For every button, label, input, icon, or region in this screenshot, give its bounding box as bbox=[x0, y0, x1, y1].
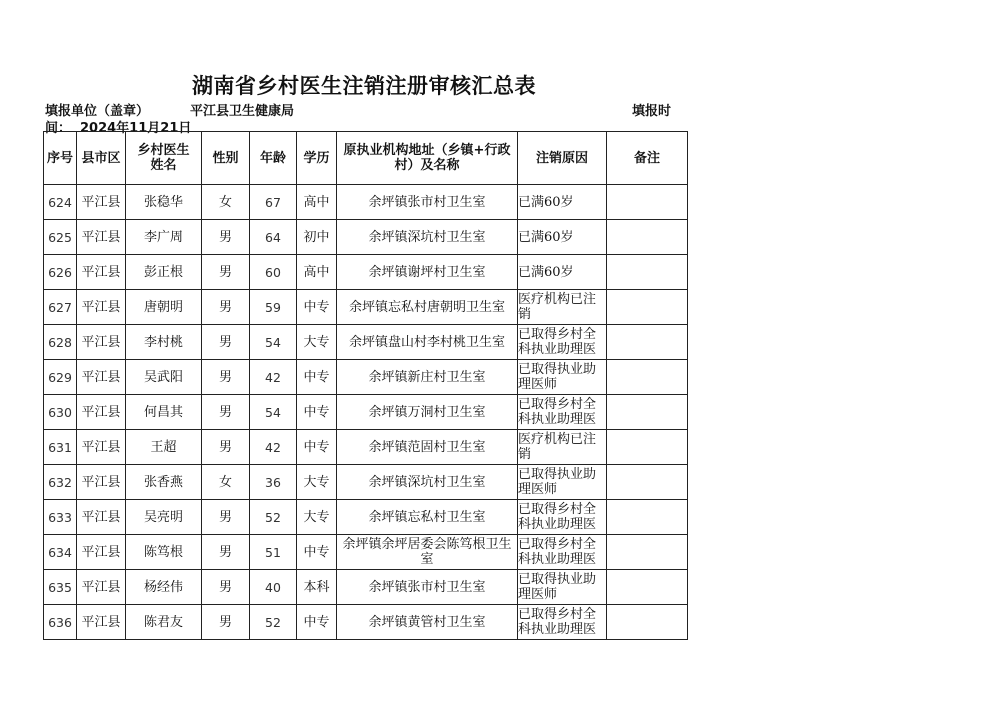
cell-education: 中专 bbox=[297, 430, 337, 465]
cell-county: 平江县 bbox=[77, 290, 126, 325]
cell-remark bbox=[607, 535, 688, 570]
cell-gender: 男 bbox=[202, 220, 250, 255]
cell-county: 平江县 bbox=[77, 570, 126, 605]
cell-name: 唐朝明 bbox=[126, 290, 202, 325]
cell-age: 42 bbox=[250, 360, 297, 395]
cell-reason: 已取得乡村全科执业助理医 bbox=[518, 395, 607, 430]
cell-reason: 医疗机构已注销 bbox=[518, 290, 607, 325]
cell-name: 彭正根 bbox=[126, 255, 202, 290]
cell-address: 余坪镇余坪居委会陈笃根卫生室 bbox=[337, 535, 518, 570]
cell-name: 杨经伟 bbox=[126, 570, 202, 605]
cell-reason: 已取得执业助理医师 bbox=[518, 465, 607, 500]
header-name: 乡村医生姓名 bbox=[126, 132, 202, 185]
cell-name: 何昌其 bbox=[126, 395, 202, 430]
cell-county: 平江县 bbox=[77, 605, 126, 640]
table-row bbox=[44, 570, 688, 605]
header-address: 原执业机构地址（乡镇+行政村）及名称 bbox=[337, 132, 518, 185]
date-label-part1: 填报时 bbox=[632, 104, 672, 119]
table-row bbox=[44, 220, 688, 255]
cell-county: 平江县 bbox=[77, 185, 126, 220]
cell-reason: 已满60岁 bbox=[518, 185, 607, 220]
cell-gender: 男 bbox=[202, 290, 250, 325]
header-gender: 性别 bbox=[202, 132, 250, 185]
cell-education: 中专 bbox=[297, 605, 337, 640]
cell-county: 平江县 bbox=[77, 465, 126, 500]
cell-address: 余坪镇深坑村卫生室 bbox=[337, 465, 518, 500]
table-row bbox=[44, 465, 688, 500]
table-row bbox=[44, 290, 688, 325]
cell-address: 余坪镇黄管村卫生室 bbox=[337, 605, 518, 640]
cell-name: 陈君友 bbox=[126, 605, 202, 640]
cell-county: 平江县 bbox=[77, 430, 126, 465]
cell-county: 平江县 bbox=[77, 325, 126, 360]
cell-gender: 男 bbox=[202, 570, 250, 605]
cell-education: 初中 bbox=[297, 220, 337, 255]
cell-education: 中专 bbox=[297, 395, 337, 430]
cell-gender: 男 bbox=[202, 255, 250, 290]
cell-county: 平江县 bbox=[77, 220, 126, 255]
table-body bbox=[44, 185, 688, 640]
cell-name: 王超 bbox=[126, 430, 202, 465]
cell-address: 余坪镇范固村卫生室 bbox=[337, 430, 518, 465]
cell-name: 吴亮明 bbox=[126, 500, 202, 535]
unit-label: 填报单位（盖章） bbox=[45, 104, 150, 119]
cell-remark bbox=[607, 465, 688, 500]
cell-seq: 629 bbox=[44, 360, 77, 395]
cell-remark bbox=[607, 325, 688, 360]
cell-seq: 633 bbox=[44, 500, 77, 535]
deregistration-table bbox=[43, 131, 688, 640]
cell-address: 余坪镇忘私村卫生室 bbox=[337, 500, 518, 535]
header-reason: 注销原因 bbox=[518, 132, 607, 185]
cell-remark bbox=[607, 605, 688, 640]
table-row bbox=[44, 255, 688, 290]
date-label-part2: 间： bbox=[45, 121, 72, 136]
cell-education: 大专 bbox=[297, 500, 337, 535]
cell-age: 40 bbox=[250, 570, 297, 605]
header-row bbox=[44, 132, 688, 185]
cell-seq: 636 bbox=[44, 605, 77, 640]
cell-county: 平江县 bbox=[77, 395, 126, 430]
cell-age: 51 bbox=[250, 535, 297, 570]
cell-county: 平江县 bbox=[77, 255, 126, 290]
header-remark: 备注 bbox=[607, 132, 688, 185]
cell-seq: 627 bbox=[44, 290, 77, 325]
cell-reason: 医疗机构已注销 bbox=[518, 430, 607, 465]
table-row bbox=[44, 535, 688, 570]
cell-age: 59 bbox=[250, 290, 297, 325]
cell-address: 余坪镇万洞村卫生室 bbox=[337, 395, 518, 430]
cell-gender: 男 bbox=[202, 395, 250, 430]
cell-seq: 632 bbox=[44, 465, 77, 500]
header-seq: 序号 bbox=[44, 132, 77, 185]
cell-age: 60 bbox=[250, 255, 297, 290]
cell-seq: 626 bbox=[44, 255, 77, 290]
cell-reason: 已取得执业助理医师 bbox=[518, 570, 607, 605]
cell-education: 大专 bbox=[297, 325, 337, 360]
cell-age: 67 bbox=[250, 185, 297, 220]
cell-reason: 已取得乡村全科执业助理医 bbox=[518, 535, 607, 570]
cell-name: 张稳华 bbox=[126, 185, 202, 220]
header-county: 县市区 bbox=[77, 132, 126, 185]
cell-seq: 630 bbox=[44, 395, 77, 430]
cell-county: 平江县 bbox=[77, 500, 126, 535]
table-row bbox=[44, 395, 688, 430]
cell-seq: 624 bbox=[44, 185, 77, 220]
cell-gender: 男 bbox=[202, 360, 250, 395]
cell-remark bbox=[607, 570, 688, 605]
cell-age: 54 bbox=[250, 325, 297, 360]
cell-county: 平江县 bbox=[77, 535, 126, 570]
cell-address: 余坪镇张市村卫生室 bbox=[337, 185, 518, 220]
cell-address: 余坪镇新庄村卫生室 bbox=[337, 360, 518, 395]
cell-address: 余坪镇盘山村李村桃卫生室 bbox=[337, 325, 518, 360]
table-row bbox=[44, 500, 688, 535]
cell-age: 52 bbox=[250, 500, 297, 535]
cell-age: 64 bbox=[250, 220, 297, 255]
cell-reason: 已满60岁 bbox=[518, 220, 607, 255]
page-title: 湖南省乡村医生注销注册审核汇总表 bbox=[192, 74, 536, 98]
cell-address: 余坪镇谢坪村卫生室 bbox=[337, 255, 518, 290]
cell-age: 36 bbox=[250, 465, 297, 500]
cell-education: 中专 bbox=[297, 290, 337, 325]
header-education: 学历 bbox=[297, 132, 337, 185]
cell-education: 本科 bbox=[297, 570, 337, 605]
cell-remark bbox=[607, 255, 688, 290]
cell-gender: 男 bbox=[202, 500, 250, 535]
cell-seq: 631 bbox=[44, 430, 77, 465]
cell-education: 中专 bbox=[297, 360, 337, 395]
cell-age: 42 bbox=[250, 430, 297, 465]
cell-education: 中专 bbox=[297, 535, 337, 570]
cell-gender: 男 bbox=[202, 325, 250, 360]
cell-address: 余坪镇忘私村唐朝明卫生室 bbox=[337, 290, 518, 325]
cell-gender: 女 bbox=[202, 185, 250, 220]
cell-education: 高中 bbox=[297, 255, 337, 290]
cell-name: 张香燕 bbox=[126, 465, 202, 500]
table-row bbox=[44, 605, 688, 640]
unit-value: 平江县卫生健康局 bbox=[190, 104, 295, 119]
cell-reason: 已取得乡村全科执业助理医 bbox=[518, 500, 607, 535]
cell-seq: 628 bbox=[44, 325, 77, 360]
cell-reason: 已取得执业助理医师 bbox=[518, 360, 607, 395]
cell-address: 余坪镇深坑村卫生室 bbox=[337, 220, 518, 255]
table-row bbox=[44, 185, 688, 220]
cell-age: 52 bbox=[250, 605, 297, 640]
cell-remark bbox=[607, 500, 688, 535]
cell-reason: 已取得乡村全科执业助理医 bbox=[518, 325, 607, 360]
cell-gender: 女 bbox=[202, 465, 250, 500]
table-row bbox=[44, 430, 688, 465]
cell-remark bbox=[607, 360, 688, 395]
cell-remark bbox=[607, 220, 688, 255]
cell-education: 高中 bbox=[297, 185, 337, 220]
cell-name: 吴武阳 bbox=[126, 360, 202, 395]
cell-seq: 635 bbox=[44, 570, 77, 605]
cell-address: 余坪镇张市村卫生室 bbox=[337, 570, 518, 605]
cell-name: 陈笃根 bbox=[126, 535, 202, 570]
cell-county: 平江县 bbox=[77, 360, 126, 395]
cell-remark bbox=[607, 395, 688, 430]
header-age: 年龄 bbox=[250, 132, 297, 185]
table-row bbox=[44, 325, 688, 360]
cell-name: 李广周 bbox=[126, 220, 202, 255]
cell-gender: 男 bbox=[202, 430, 250, 465]
table-row bbox=[44, 360, 688, 395]
cell-reason: 已满60岁 bbox=[518, 255, 607, 290]
cell-seq: 634 bbox=[44, 535, 77, 570]
cell-education: 大专 bbox=[297, 465, 337, 500]
cell-seq: 625 bbox=[44, 220, 77, 255]
cell-name: 李村桃 bbox=[126, 325, 202, 360]
cell-gender: 男 bbox=[202, 605, 250, 640]
cell-remark bbox=[607, 290, 688, 325]
cell-remark bbox=[607, 185, 688, 220]
cell-remark bbox=[607, 430, 688, 465]
cell-reason: 已取得乡村全科执业助理医 bbox=[518, 605, 607, 640]
date-value: 2024年11月21日 bbox=[80, 121, 192, 136]
cell-age: 54 bbox=[250, 395, 297, 430]
cell-gender: 男 bbox=[202, 535, 250, 570]
